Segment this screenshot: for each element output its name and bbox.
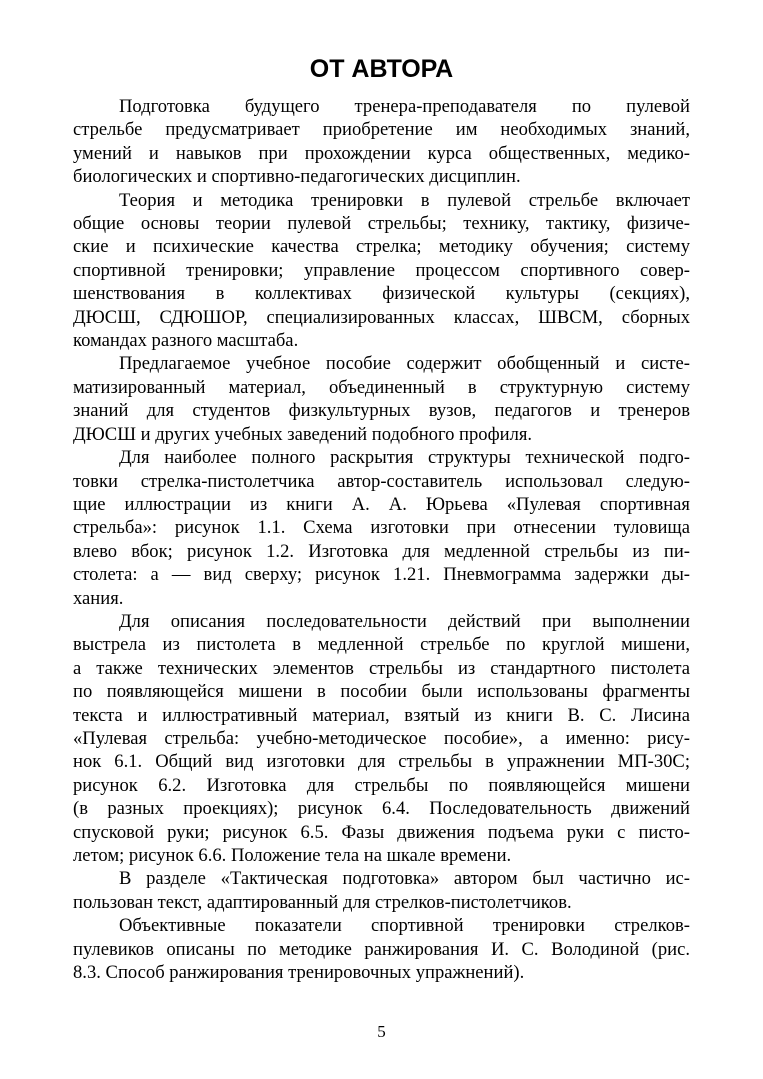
text-line: летом; рисунок 6.6. Положение тела на шкале времени. — [73, 845, 512, 866]
text-line: Для описания последовательности действий при выполнении — [119, 610, 690, 632]
text-line: товки стрелка-пистолетчика автор-составитель использовал следую- — [73, 470, 690, 492]
text-line: стрельбе предусматривает приобретение им необходимых знаний, — [73, 119, 690, 141]
text-line: общие основы теории пулевой стрельбы; технику, тактику, физиче- — [73, 213, 690, 235]
text-line: Предлагаемое учебное пособие содержит обобщенный и систе- — [119, 353, 690, 375]
text-line: командах разного масштаба. — [73, 330, 299, 352]
text-line: щие иллюстрации из книги А. А. Юрьева «Пулевая спортивная — [73, 493, 690, 515]
text-line: знаний для студентов физкультурных вузов, педагогов и тренеров — [73, 400, 690, 422]
text-line: В разделе «Тактическая подготовка» автором был частично ис- — [119, 868, 690, 890]
paragraph — [73, 446, 690, 610]
page-number: 5 — [377, 1022, 386, 1041]
text-line: матизированный материал, объединенный в структурную систему — [73, 376, 690, 398]
body-text — [73, 95, 690, 984]
text-line: Теория и методика тренировки в пулевой стрельбе включает — [119, 189, 690, 211]
text-line: нок 6.1. Общий вид изготовки для стрельбы в упражнении МП-30С; — [73, 751, 690, 773]
text-line: Объективные показатели спортивной тренировки стрелков- — [119, 915, 690, 937]
paragraph — [73, 867, 690, 914]
text-line: выстрела из пистолета в медленной стрельбе по круглой мишени, — [73, 634, 690, 656]
text-line: Для наиболее полного раскрытия структуры технической подго- — [119, 447, 690, 469]
text-line: шенствования в коллективах физической культуры (секциях), — [73, 283, 690, 305]
text-line: ДЮСШ и других учебных заведений подобного профиля. — [73, 423, 533, 445]
text-line: рисунок 6.2. Изготовка для стрельбы по появляющейся мишени — [73, 774, 690, 796]
text-line: «Пулевая стрельба: учебно-методическое пособие», а именно: рису- — [73, 727, 690, 749]
text-line: ские и психические качества стрелка; методику обучения; систему — [73, 236, 690, 258]
paragraph — [73, 189, 690, 353]
text-line: ДЮСШ, СДЮШОР, специализированных классах, ШВСМ, сборных — [73, 306, 690, 328]
text-line: спортивной тренировки; управление процессом спортивного совер- — [73, 259, 690, 281]
text-line: влево вбок; рисунок 1.2. Изготовка для медленной стрельбы из пи- — [73, 540, 690, 562]
text-line: спусковой руки; рисунок 6.5. Фазы движения подъема руки с писто- — [73, 821, 690, 843]
text-line: столета: а — вид сверху; рисунок 1.21. Пневмограмма задержки ды- — [73, 564, 690, 586]
paragraph — [73, 610, 690, 867]
paragraph — [73, 95, 690, 189]
text-line: а также технических элементов стрельбы из стандартного пистолета — [73, 657, 690, 679]
text-line: (в разных проекциях); рисунок 6.4. Последовательность движений — [73, 798, 690, 820]
page-title: ОТ АВТОРА — [309, 55, 454, 83]
paragraph — [73, 352, 690, 446]
text-line: хания. — [73, 587, 124, 609]
text-line: пользован текст, адаптированный для стрелков-пистолетчиков. — [73, 891, 572, 913]
text-line: текста и иллюстративный материал, взятый из книги В. С. Лисина — [73, 704, 690, 726]
text-line: по появляющейся мишени в пособии были использованы фрагменты — [73, 681, 690, 703]
text-line: умений и навыков при прохождении курса общественных, медико- — [73, 142, 690, 164]
text-line: пулевиков описаны по методике ранжирования И. С. Володиной (рис. — [73, 938, 690, 960]
text-line: стрельба»: рисунок 1.1. Схема изготовки при отнесении туловища — [73, 517, 690, 539]
text-line: Подготовка будущего тренера-преподавателя по пулевой — [119, 96, 690, 117]
text-line: 8.3. Способ ранжирования тренировочных упражнений). — [73, 962, 525, 984]
paragraph — [73, 914, 690, 984]
text-line: биологических и спортивно-педагогических дисциплин. — [73, 166, 521, 188]
